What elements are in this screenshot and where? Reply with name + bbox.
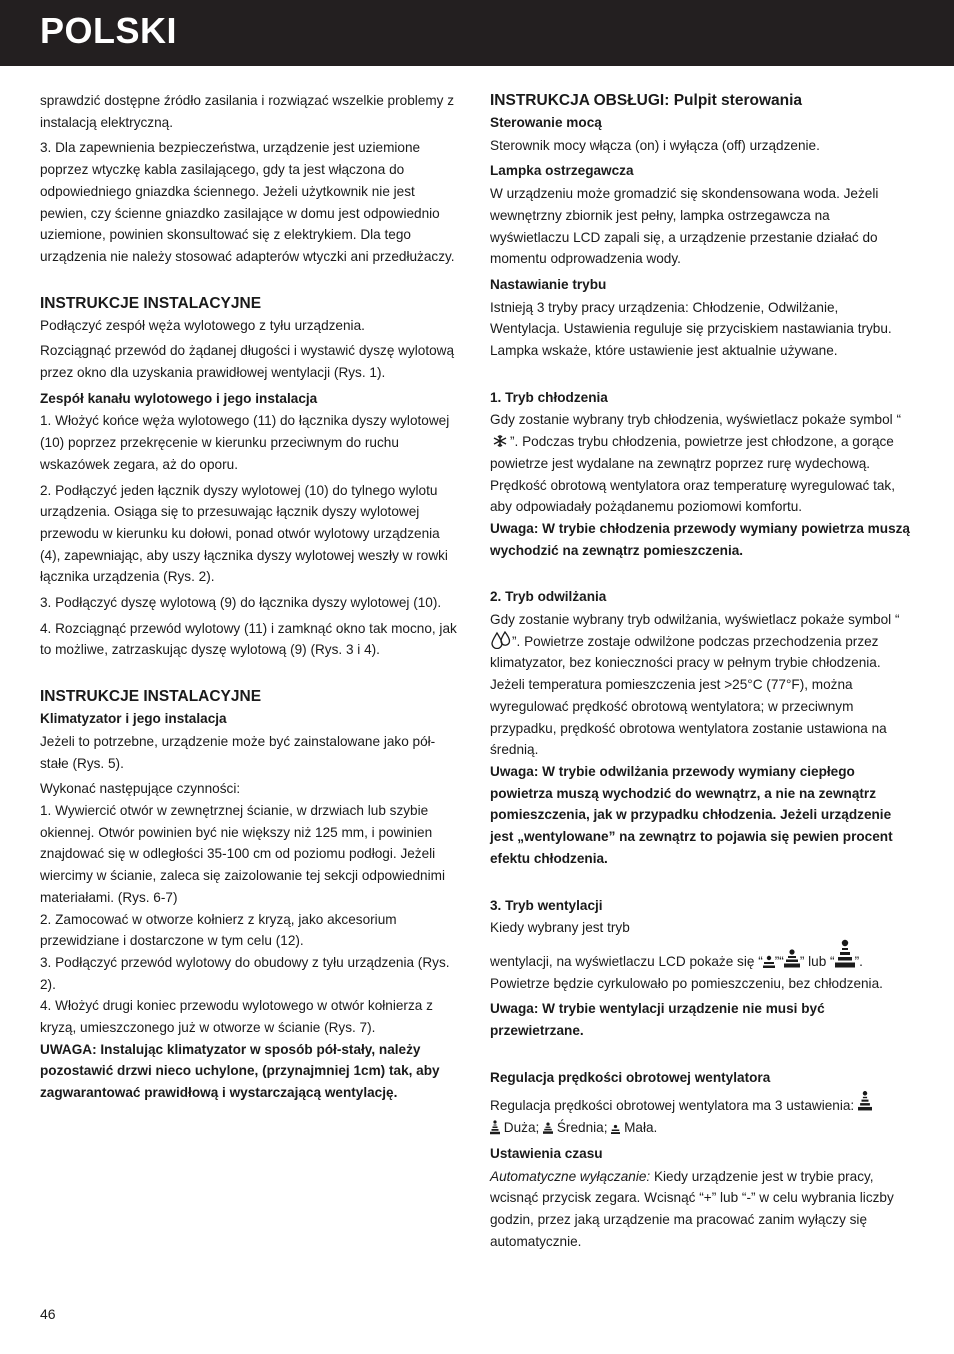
paragraph: Kiedy wybrany jest tryb — [490, 920, 630, 936]
subheading: Lampka ostrzegawcza — [490, 163, 634, 179]
text-fragment: ”. Podczas trybu chłodzenia, powietrze jest chłodzone, a gorące powietrze jest wydalane na zewnątrz poprzez rurę wydechową. Prędkość obrotową wentylatora oraz temperaturę wyregulować tak, aby odpowiadały pożądanemu poziomowi komfortu. — [490, 434, 895, 515]
paragraph: W urządzeniu może gromadzić się skondensowana woda. Jeżeli wewnętrzny zbiornik jest pełny, lampka ostrzegawcza na wyświetlaczu LCD zapali się, a urządzenie przestanie działać do momentu odprowadzenia wody. — [490, 186, 879, 267]
paragraph — [490, 1089, 912, 1117]
paragraph — [490, 939, 912, 973]
paragraph: Jeżeli to potrzebne, urządzenie może być zainstalowane jako pół-stałe (Rys. 5). — [40, 733, 436, 771]
subheading: Nastawianie trybu — [490, 276, 607, 292]
step: 4. Rozciągnąć przewód wylotowy (11) i zamknąć okno tak mocno, jak to możliwe, zatrzaskując dyszę wylotową (9) (Rys. 3 i 4). — [40, 620, 457, 658]
section-heading: INSTRUKCJE INSTALACYJNE — [40, 688, 262, 706]
subheading: 3. Tryb wentylacji — [490, 897, 603, 913]
text-fragment: ”. — [854, 953, 863, 969]
page-title: POLSKI — [40, 10, 178, 51]
text-fragment: Kiedy urządzenie jest w trybie pracy, wcisnąć przycisk zegara. Wcisnąć “+” lub “-” w celu wybrania liczby godzin, przez jaką urządzenie ma pracować zanim wyłączy się automatycznie. — [490, 1168, 894, 1249]
step: 1. Włożyć końce węża wylotowego (11) do łącznika dyszy wylotowej (10) poprzez przekręcenie w kierunku przeciwnym do ruchu wskazówek zegara, aż do oporu. — [40, 413, 450, 472]
paragraph: Powietrze będzie cyrkulowało po pomieszczeniu, bez chłodzenia. — [490, 975, 883, 991]
step: 2. Zamocować w otworze kołnierz z kryzą, jako akcesorium przewidziane i dostarczone w tym celu (12). — [40, 911, 397, 949]
snowflake-sun-icon — [490, 433, 510, 449]
text-fragment: Średnia; — [556, 1120, 608, 1136]
note-text: Uwaga: W trybie chłodzenia przewody wymiany powietrza muszą wychodzić na zewnątrz pomieszczenia. — [490, 520, 910, 558]
text-fragment: Mała. — [624, 1120, 658, 1136]
step: 4. Włożyć drugi koniec przewodu wylotowego w otwór kołnierza z kryzą, umieszczonego już w otworze w ścianie (Rys. 7). — [40, 998, 433, 1036]
page-number: 46 — [40, 1306, 56, 1322]
text-fragment: ”. Powietrze zostaje odwilżone podczas przechodzenia przez klimatyzator, bez konieczności pracy w pełnym trybie chłodzenia. Jeżeli temperatura pomieszczenia jest >25°C (77°F), można wyregulować prędkość obrotową wentylatora; w przeciwnym przypadku, prędkość obrotowa wentylatora zostanie ustawiona na średnią. — [490, 633, 887, 758]
text-fragment: Automatyczne wyłączanie: — [490, 1168, 651, 1184]
subheading: Zespół kanału wylotowego i jego instalacja — [40, 390, 318, 406]
step: 3. Podłączyć przewód wylotowy do obudowy z tyłu urządzenia (Rys. 2). — [40, 954, 450, 992]
section-heading: INSTRUKCJA OBSŁUGI: Pulpit sterowania — [490, 92, 803, 109]
text-fragment: Gdy zostanie wybrany tryb odwilżania, wyświetlacz pokaże symbol “ — [490, 612, 900, 628]
fan-low-icon — [611, 1124, 620, 1135]
note-text: Uwaga: W trybie odwilżania przewody wymiany ciepłego powietrza muszą wychodzić do wewnątrz, a nie na zewnątrz pomieszczenia, jak w przypadku chłodzenia. Jeżeli urządzenie jest „wentylowane” na zewnątrz to pojawia się pewien procent efektu chłodzenia. — [490, 763, 893, 866]
paragraph: Sterownik mocy włącza (on) i wyłącza (off) urządzenie. — [490, 137, 820, 153]
page-header — [0, 0, 954, 66]
paragraph: 3. Dla zapewnienia bezpieczeństwa, urządzenie jest uziemione poprzez wtyczkę kabla zasilającego, gdy ta jest włączona do odpowiedniego gniazdka ściennego. Jeżeli użytkownik nie jest pewien, czy ścienne gniazdko zasilające w domu jest odpowiednio uziemione, powinien skonsultować się z elektrykiem. Dla tego urządzenia nie należy stosować adapterów wtyczki ani przedłużaczy. — [40, 140, 455, 264]
subheading: Ustawienia czasu — [490, 1145, 603, 1161]
fan-low-icon — [763, 955, 775, 969]
paragraph: Wykonać następujące czynności: — [40, 781, 241, 797]
left-column — [40, 90, 462, 1108]
text-fragment: Gdy zostanie wybrany tryb chłodzenia, wyświetlacz pokaże symbol “ — [490, 412, 902, 428]
warning-text: UWAGA: Instalując klimatyzator w sposób pół-stały, należy pozostawić drzwi nieco uchylone, (przynajmniej 1cm) tak, aby zagwarantować prawidłową i wystarczającą wentylację. — [40, 1041, 440, 1101]
section-heading: INSTRUKCJE INSTALACYJNE — [40, 294, 262, 312]
fan-high-icon — [490, 1120, 500, 1135]
paragraph — [490, 409, 912, 518]
text-fragment: ” lub “ — [799, 953, 835, 969]
text-fragment: Regulacja prędkości obrotowej wentylatora ma 3 ustawienia: — [490, 1098, 855, 1114]
subheading: 2. Tryb odwilżania — [490, 589, 607, 605]
paragraph: Podłączyć zespół węża wylotowego z tyłu urządzenia. — [40, 317, 365, 333]
paragraph: Istnieją 3 tryby pracy urządzenia: Chłodzenie, Odwilżanie, Wentylacja. Ustawienia reguluje się przyciskiem nastawiania trybu. Lampka wskaże, które ustawienie jest aktualnie używane. — [490, 299, 892, 359]
step: 2. Podłączyć jeden łącznik dyszy wylotowej (10) do tylnego wylotu urządzenia. Osiąga się to przesuwając łącznik dyszy wylotowej przewodu w kierunku ku dołowi, ponad otwór wylotowy urządzenia (4), zapewniając, aby uszy łącznika dyszy wylotowej weszły w rowki łącznika urządzenia (Rys. 2). — [40, 482, 448, 585]
paragraph: sprawdzić dostępne źródło zasilania i rozwiązać wszelkie problemy z instalacją elektryczną. — [40, 93, 455, 130]
text-fragment: ”“ — [774, 953, 784, 969]
subheading: Regulacja prędkości obrotowej wentylatora — [490, 1069, 771, 1085]
text-fragment: Duża; — [503, 1120, 540, 1136]
fan-medium-icon — [784, 949, 800, 969]
step: 3. Podłączyć dyszę wylotową (9) do łącznika dyszy wylotowej (10). — [40, 595, 442, 611]
subheading: Klimatyzator i jego instalacja — [40, 711, 227, 727]
fan-medium-icon — [543, 1122, 553, 1135]
paragraph — [490, 609, 912, 761]
step: 1. Wywiercić otwór w zewnętrznej ścianie, w drzwiach lub szybie okiennej. Otwór powinien być nie większy niż 125 mm, i powinien znajdować się w odległości 35-100 cm od poziomu podłogi. Jeżeli wiercimy w ścianie, zaleca się zaizolowanie tej sekcji odpowiednimi materiałami. (Rys. 6-7) — [40, 802, 445, 905]
paragraph — [490, 1166, 912, 1253]
paragraph: Rozciągnąć przewód do żądanej długości i wystawić dyszę wylotową przez okno dla uzyskania prawidłowej wentylacji (Rys. 1). — [40, 343, 455, 381]
text-fragment: wentylacji, na wyświetlaczu LCD pokaże się “ — [490, 953, 763, 969]
note-text: Uwaga: W trybie wentylacji urządzenie nie musi być przewietrzane. — [490, 1001, 825, 1039]
right-column — [490, 90, 912, 1256]
fan-high-icon — [858, 1089, 872, 1113]
water-drops-icon — [490, 631, 512, 649]
subheading: 1. Tryb chłodzenia — [490, 389, 608, 405]
subheading: Sterowanie mocą — [490, 115, 602, 130]
paragraph — [490, 1117, 912, 1139]
fan-high-icon — [835, 939, 855, 969]
